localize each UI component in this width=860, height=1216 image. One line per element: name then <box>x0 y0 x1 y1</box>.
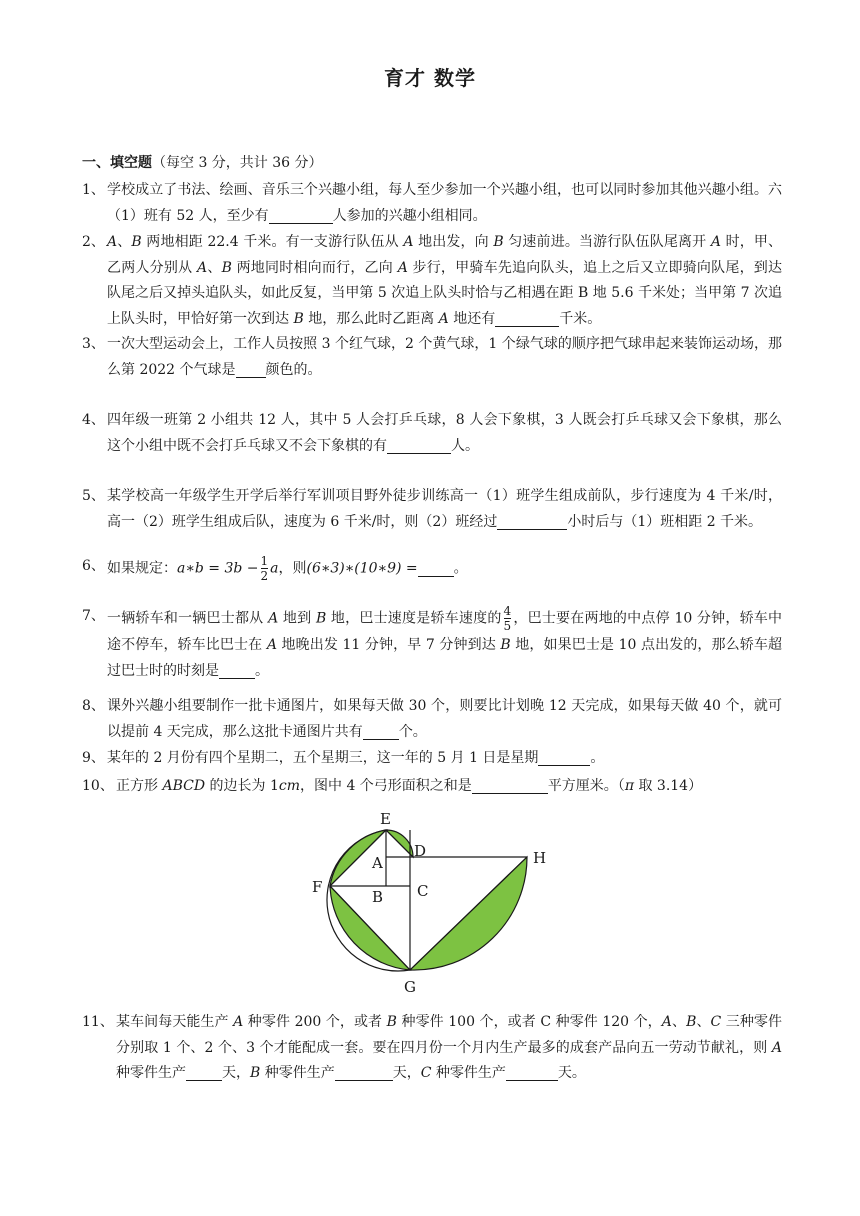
question-text: 一次大型运动会上，工作人员按照 3 个红气球，2 个黄气球，1 个绿气球的顺序把气球串起来装饰运动场，那么第 2022 个气球是 <box>107 336 782 378</box>
fraction <box>504 604 512 633</box>
fraction-numerator: 4 <box>503 604 512 618</box>
question-text: 匀速前进。当游行队伍队尾离开 <box>503 234 711 250</box>
formula-text: a∗b = 3b − <box>177 560 259 577</box>
question-text: 种零件生产 <box>116 1065 186 1081</box>
question-text: 如果规定： <box>107 560 177 577</box>
label-e: E <box>380 810 391 828</box>
answer-blank[interactable] <box>269 207 333 224</box>
answer-blank[interactable] <box>497 513 567 530</box>
question-9 <box>82 746 782 772</box>
var-text: B <box>221 259 232 276</box>
question-text: 地出发，向 <box>413 234 494 250</box>
question-text: 地晚出发 11 分钟，早 7 分钟到达 <box>276 637 501 653</box>
label-h: H <box>533 849 547 867</box>
question-text: 天， <box>222 1065 250 1081</box>
label-b: B <box>372 888 384 906</box>
answer-blank[interactable] <box>335 1064 393 1081</box>
question-text: 时，甲、乙两人分别从 <box>107 234 782 276</box>
var-text: B <box>293 310 304 327</box>
label-f: F <box>312 878 323 896</box>
var-text: A <box>710 234 721 250</box>
var-text: B <box>386 1014 397 1030</box>
answer-blank[interactable] <box>538 749 590 766</box>
question-number: 2、 <box>82 234 105 250</box>
answer-blank[interactable] <box>472 777 548 794</box>
label-a: A <box>372 854 383 872</box>
question-text: ，则 <box>278 560 307 577</box>
section-note: （每空 3 分，共计 36 分） <box>152 155 323 171</box>
question-text: 小时后与（1）班相距 2 千米。 <box>567 513 763 530</box>
fraction-denominator: 2 <box>260 569 269 583</box>
question-text: 。 <box>255 662 269 679</box>
question-text: 一辆轿车和一辆巴士都从 <box>107 610 269 627</box>
question-text: 某车间每天能生产 <box>116 1014 234 1030</box>
var-text: A <box>397 259 408 276</box>
fraction <box>261 554 269 583</box>
question-number: 8、 <box>82 698 105 714</box>
question-text: ，图中 4 个弓形面积之和是 <box>300 778 472 794</box>
var-text: A <box>268 610 279 627</box>
var-text: B <box>131 234 142 250</box>
question-2 <box>82 230 782 332</box>
question-text: 某学校高一年级学生开学后举行军训项目野外徒步训练高一（1）班学生组成前队，步行速度为 4 千米/时，高一（2）班学生组成后队，速度为 6 千米/时，则（2）班经过 <box>107 488 782 530</box>
question-text: 两地同时相向而行，乙向 <box>231 259 398 276</box>
var-text: B <box>493 234 504 250</box>
figure-svg <box>300 808 570 998</box>
question-text: 取 3.14） <box>634 778 703 794</box>
question-1 <box>82 178 782 229</box>
question-text: 学校成立了书法、绘画、音乐三个兴趣小组，每人至少参加一个兴趣小组，也可以同时参加其他兴趣小组。六（1）班有 52 人，至少有 <box>107 182 782 224</box>
var-text: A <box>266 637 277 653</box>
question-number: 5、 <box>82 488 105 504</box>
section-heading-label: 一、填空题 <box>82 155 152 171</box>
question-10 <box>82 774 782 800</box>
var-text: C <box>710 1014 722 1030</box>
var-text: A <box>771 1039 782 1056</box>
question-text: 种零件 100 个，或者 C 种零件 120 个， <box>396 1014 662 1030</box>
question-11 <box>82 1010 782 1087</box>
question-text: 。 <box>590 750 605 766</box>
question-text: 、 <box>207 259 222 276</box>
answer-blank[interactable] <box>506 1064 558 1081</box>
var-text: B <box>250 1065 261 1081</box>
question-number: 1、 <box>82 182 105 198</box>
var-text: B <box>500 637 511 653</box>
question-text: 课外兴趣小组要制作一批卡通图片，如果每天做 30 个，则要比计划晚 12 天完成，如果每天做 40 个，就可以提前 4 天完成，那么这批卡通图片共有 <box>107 698 782 740</box>
shaded-segments <box>330 830 527 970</box>
question-number: 7、 <box>82 608 105 624</box>
question-4 <box>82 408 782 459</box>
var-text: A <box>197 259 208 276</box>
question-text: 人。 <box>451 437 479 454</box>
var-text: A <box>661 1014 672 1030</box>
question-text: 两地相距 22.4 千米。有一支游行队伍从 <box>141 234 404 250</box>
var-text: C <box>420 1065 432 1081</box>
question-text: 步行，甲骑车先追向队头，追上之后又立即骑向队尾，到达队尾之后又掉头追队头，如此反复，当甲第 5 次追上队头时恰与乙相遇在距 B 地 5.6 千米处；当甲第 7 次追上队头时，甲恰好第一次到达 <box>107 259 783 327</box>
question-text: 天。 <box>557 1065 586 1081</box>
question-text: 地，如果巴士是 10 点出发的，那么轿车超过巴士时的时刻是 <box>107 637 782 679</box>
question-text: ，巴士要在两地的中点停 10 分钟，轿车中途不停车，轿车比巴士在 <box>107 610 783 653</box>
question-text: 地还有 <box>448 310 496 327</box>
label-d: D <box>414 842 427 860</box>
question-number: 3、 <box>82 336 105 352</box>
label-g: G <box>404 978 416 996</box>
var-text: A <box>438 310 449 327</box>
question-text: 的边长为 1 <box>205 778 279 794</box>
question-text: 地，巴士速度是轿车速度的 <box>326 610 502 627</box>
question-text: 、 <box>671 1014 687 1030</box>
question-text: 种零件 200 个，或者 <box>243 1014 387 1030</box>
question-text: 千米。 <box>559 310 602 327</box>
question-8 <box>82 694 782 745</box>
question-number: 11、 <box>82 1014 114 1030</box>
var-text: a <box>270 560 279 577</box>
page-title: 育才 数学 <box>384 66 476 90</box>
answer-blank[interactable] <box>418 560 454 577</box>
question-6 <box>82 554 782 583</box>
fraction-denominator: 5 <box>503 619 512 633</box>
formula-text: (6∗3)∗(10∗9) = <box>306 560 418 577</box>
question-text: 正方形 <box>116 778 163 794</box>
question-text: 、 <box>117 234 132 250</box>
var-text: cm <box>278 778 300 794</box>
var-text: A <box>233 1014 244 1030</box>
var-text: B <box>315 610 327 627</box>
question-text: 种零件生产 <box>260 1065 335 1081</box>
question-text: 地到 <box>278 610 316 627</box>
question-text: 某年的 2 月份有四个星期二，五个星期三，这一年的 5 月 1 日是星期 <box>107 750 539 766</box>
answer-blank[interactable] <box>495 310 559 327</box>
question-number: 10、 <box>82 778 114 794</box>
question-text: 三种零件分别取 1 个、2 个、3 个才能配成一套。要在四月份一个月内生产最多的成套产品向五一劳动节献礼，则 <box>116 1014 783 1056</box>
question-number: 6、 <box>82 558 105 574</box>
question-3 <box>82 332 782 383</box>
section-heading <box>82 152 323 172</box>
question-5 <box>82 484 782 535</box>
geometry-figure <box>300 808 570 1002</box>
question-text: 。 <box>453 560 468 577</box>
var-text: A <box>107 234 118 250</box>
var-text: A <box>403 234 414 250</box>
question-text: 、 <box>696 1014 711 1030</box>
fraction-numerator: 1 <box>260 554 269 568</box>
var-text: ABCD <box>162 778 206 794</box>
question-text: 人参加的兴趣小组相同。 <box>332 207 487 224</box>
var-text: B <box>686 1014 697 1030</box>
label-c: C <box>417 882 429 900</box>
question-text: 地，那么此时乙距离 <box>303 310 439 327</box>
question-text: 四年级一班第 2 小组共 12 人，其中 5 人会打乒乓球，8 人会下象棋，3 人既会打乒乓球又会下象棋，那么这个小组中既不会打乒乓球又不会下象棋的有 <box>107 412 782 454</box>
question-text: 个。 <box>398 723 427 740</box>
question-7 <box>82 604 782 684</box>
answer-blank[interactable] <box>186 1064 222 1081</box>
question-text: 种零件生产 <box>431 1065 506 1081</box>
answer-blank[interactable] <box>236 361 266 378</box>
question-text: 天， <box>392 1065 421 1081</box>
answer-blank[interactable] <box>363 723 399 740</box>
question-number: 4、 <box>82 412 105 428</box>
question-text: 平方厘米。（ <box>547 778 625 794</box>
question-number: 9、 <box>82 750 105 766</box>
answer-blank[interactable] <box>387 437 451 454</box>
question-text: 颜色的。 <box>265 361 322 378</box>
answer-blank[interactable] <box>219 662 255 679</box>
var-text: π <box>624 778 635 794</box>
